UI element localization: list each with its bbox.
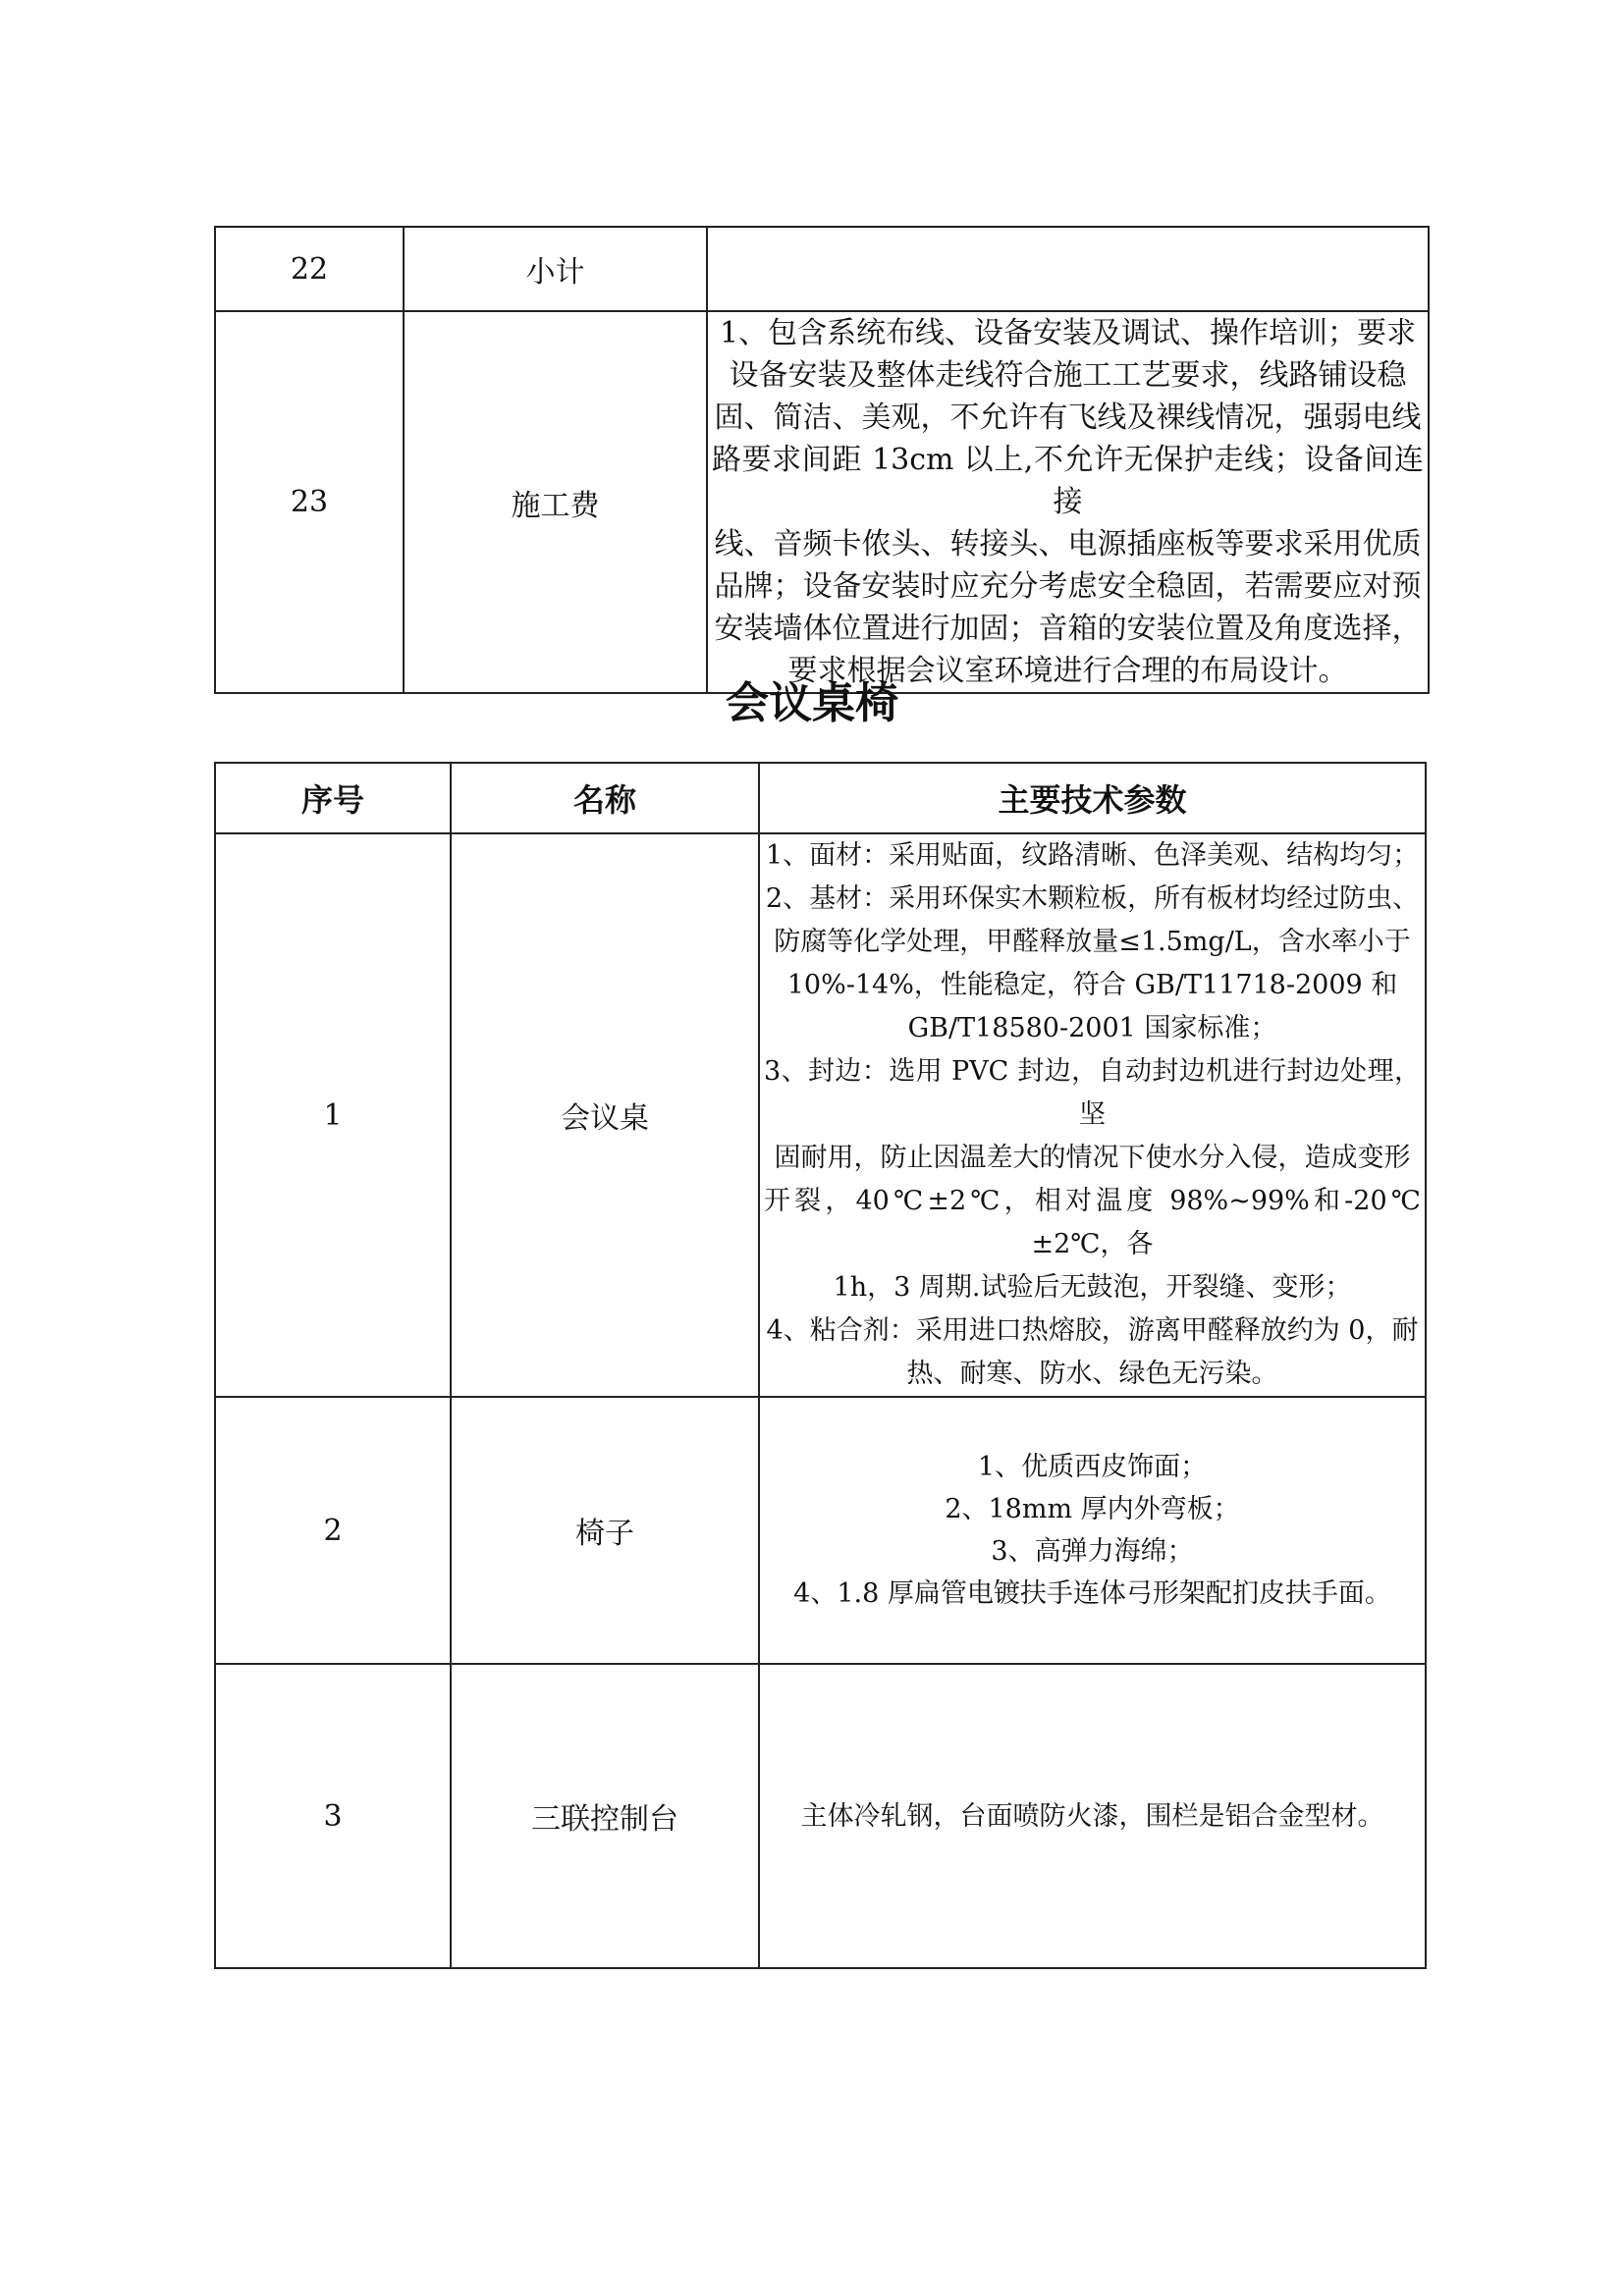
description-line: 开裂，40℃±2℃，相对温度 98%~99%和-20℃±2℃，各 xyxy=(764,1186,1421,1259)
row-number: 3 xyxy=(215,1664,451,1968)
description-line: 3、封边：选用 PVC 封边，自动封边机进行封边处理，坚 xyxy=(764,1056,1421,1130)
description-line: 1、包含系统布线、设备安装及调试、操作培训；要求 xyxy=(719,316,1417,350)
description-line: 热、耐寒、防水、绿色无污染。 xyxy=(906,1359,1278,1389)
row-number: 23 xyxy=(215,311,404,693)
item-name: 会议桌 xyxy=(451,833,759,1397)
description-line: 4、粘合剂：采用进口热熔胶，游离甲醛释放约为 0，耐 xyxy=(766,1315,1419,1346)
item-description xyxy=(759,1397,1426,1664)
item-description xyxy=(759,1664,1426,1968)
description-line: 安装墙体位置进行加固；音箱的安装位置及角度选择， xyxy=(714,612,1422,646)
item-name: 三联控制台 xyxy=(451,1664,759,1968)
description-line: 2、基材：采用环保实木颗粒板，所有板材均经过防虫、 xyxy=(765,883,1420,914)
table-row xyxy=(215,227,1429,311)
table-row xyxy=(215,1397,1426,1664)
description-line: 线、音频卡侬头、转接头、电源插座板等要求采用优质 xyxy=(714,527,1422,561)
table-row xyxy=(215,833,1426,1397)
item-name: 小计 xyxy=(404,227,707,311)
row-number: 22 xyxy=(215,227,404,311)
description-line: 1、面材：采用贴面，纹路清晰、色泽美观、结构均匀； xyxy=(765,840,1420,871)
row-number: 1 xyxy=(215,833,451,1397)
description-line: 3、高弹力海绵； xyxy=(991,1536,1194,1567)
row-number: 2 xyxy=(215,1397,451,1664)
table-row xyxy=(215,311,1429,693)
description-line: 要求根据会议室环境进行合理的布局设计。 xyxy=(787,654,1348,688)
description-line: 防腐等化学处理，甲醛释放量≤1.5mg/L，含水率小于 xyxy=(774,927,1411,957)
construction-cost-table xyxy=(214,226,1430,694)
table-row xyxy=(215,1664,1426,1968)
description-line: 10%-14%，性能稳定，符合 GB/T11718-2009 和 xyxy=(786,970,1398,1000)
description-line: 2、18mm 厚内外弯板； xyxy=(945,1494,1240,1524)
item-description xyxy=(759,833,1426,1397)
description-line: 4、1.8 厚扁管电镀扶手连体弓形架配扪皮扶手面。 xyxy=(793,1578,1391,1609)
column-header-specs: 主要技术参数 xyxy=(759,763,1426,833)
description-line: GB/T18580-2001 国家标准； xyxy=(907,1013,1277,1043)
item-name: 施工费 xyxy=(404,311,707,693)
conference-furniture-table xyxy=(214,762,1427,1969)
description-line: 1、优质西皮饰面； xyxy=(977,1452,1208,1482)
column-header-name: 名称 xyxy=(451,763,759,833)
description-line: 1h，3 周期.试验后无鼓泡，开裂缝、变形； xyxy=(833,1272,1352,1303)
item-description xyxy=(707,227,1429,311)
column-header-number: 序号 xyxy=(215,763,451,833)
description-line: 主体冷轧钢，台面喷防火漆，围栏是铝合金型材。 xyxy=(800,1800,1384,1832)
section-heading: 会议桌椅 xyxy=(726,678,898,728)
item-description xyxy=(707,311,1429,693)
item-name: 椅子 xyxy=(451,1397,759,1664)
description-line: 固耐用，防止因温差大的情况下使水分入侵，造成变形 xyxy=(774,1143,1411,1173)
description-line: 固、简洁、美观，不允许有飞线及裸线情况，强弱电线 xyxy=(714,400,1422,435)
header-row xyxy=(215,763,1426,833)
description-line: 路要求间距 13cm 以上,不允许无保护走线；设备间连接 xyxy=(712,443,1424,519)
description-line: 品牌；设备安装时应充分考虑安全稳固，若需要应对预 xyxy=(714,569,1422,604)
description-line: 设备安装及整体走线符合施工工艺要求，线路铺设稳 xyxy=(729,358,1407,393)
